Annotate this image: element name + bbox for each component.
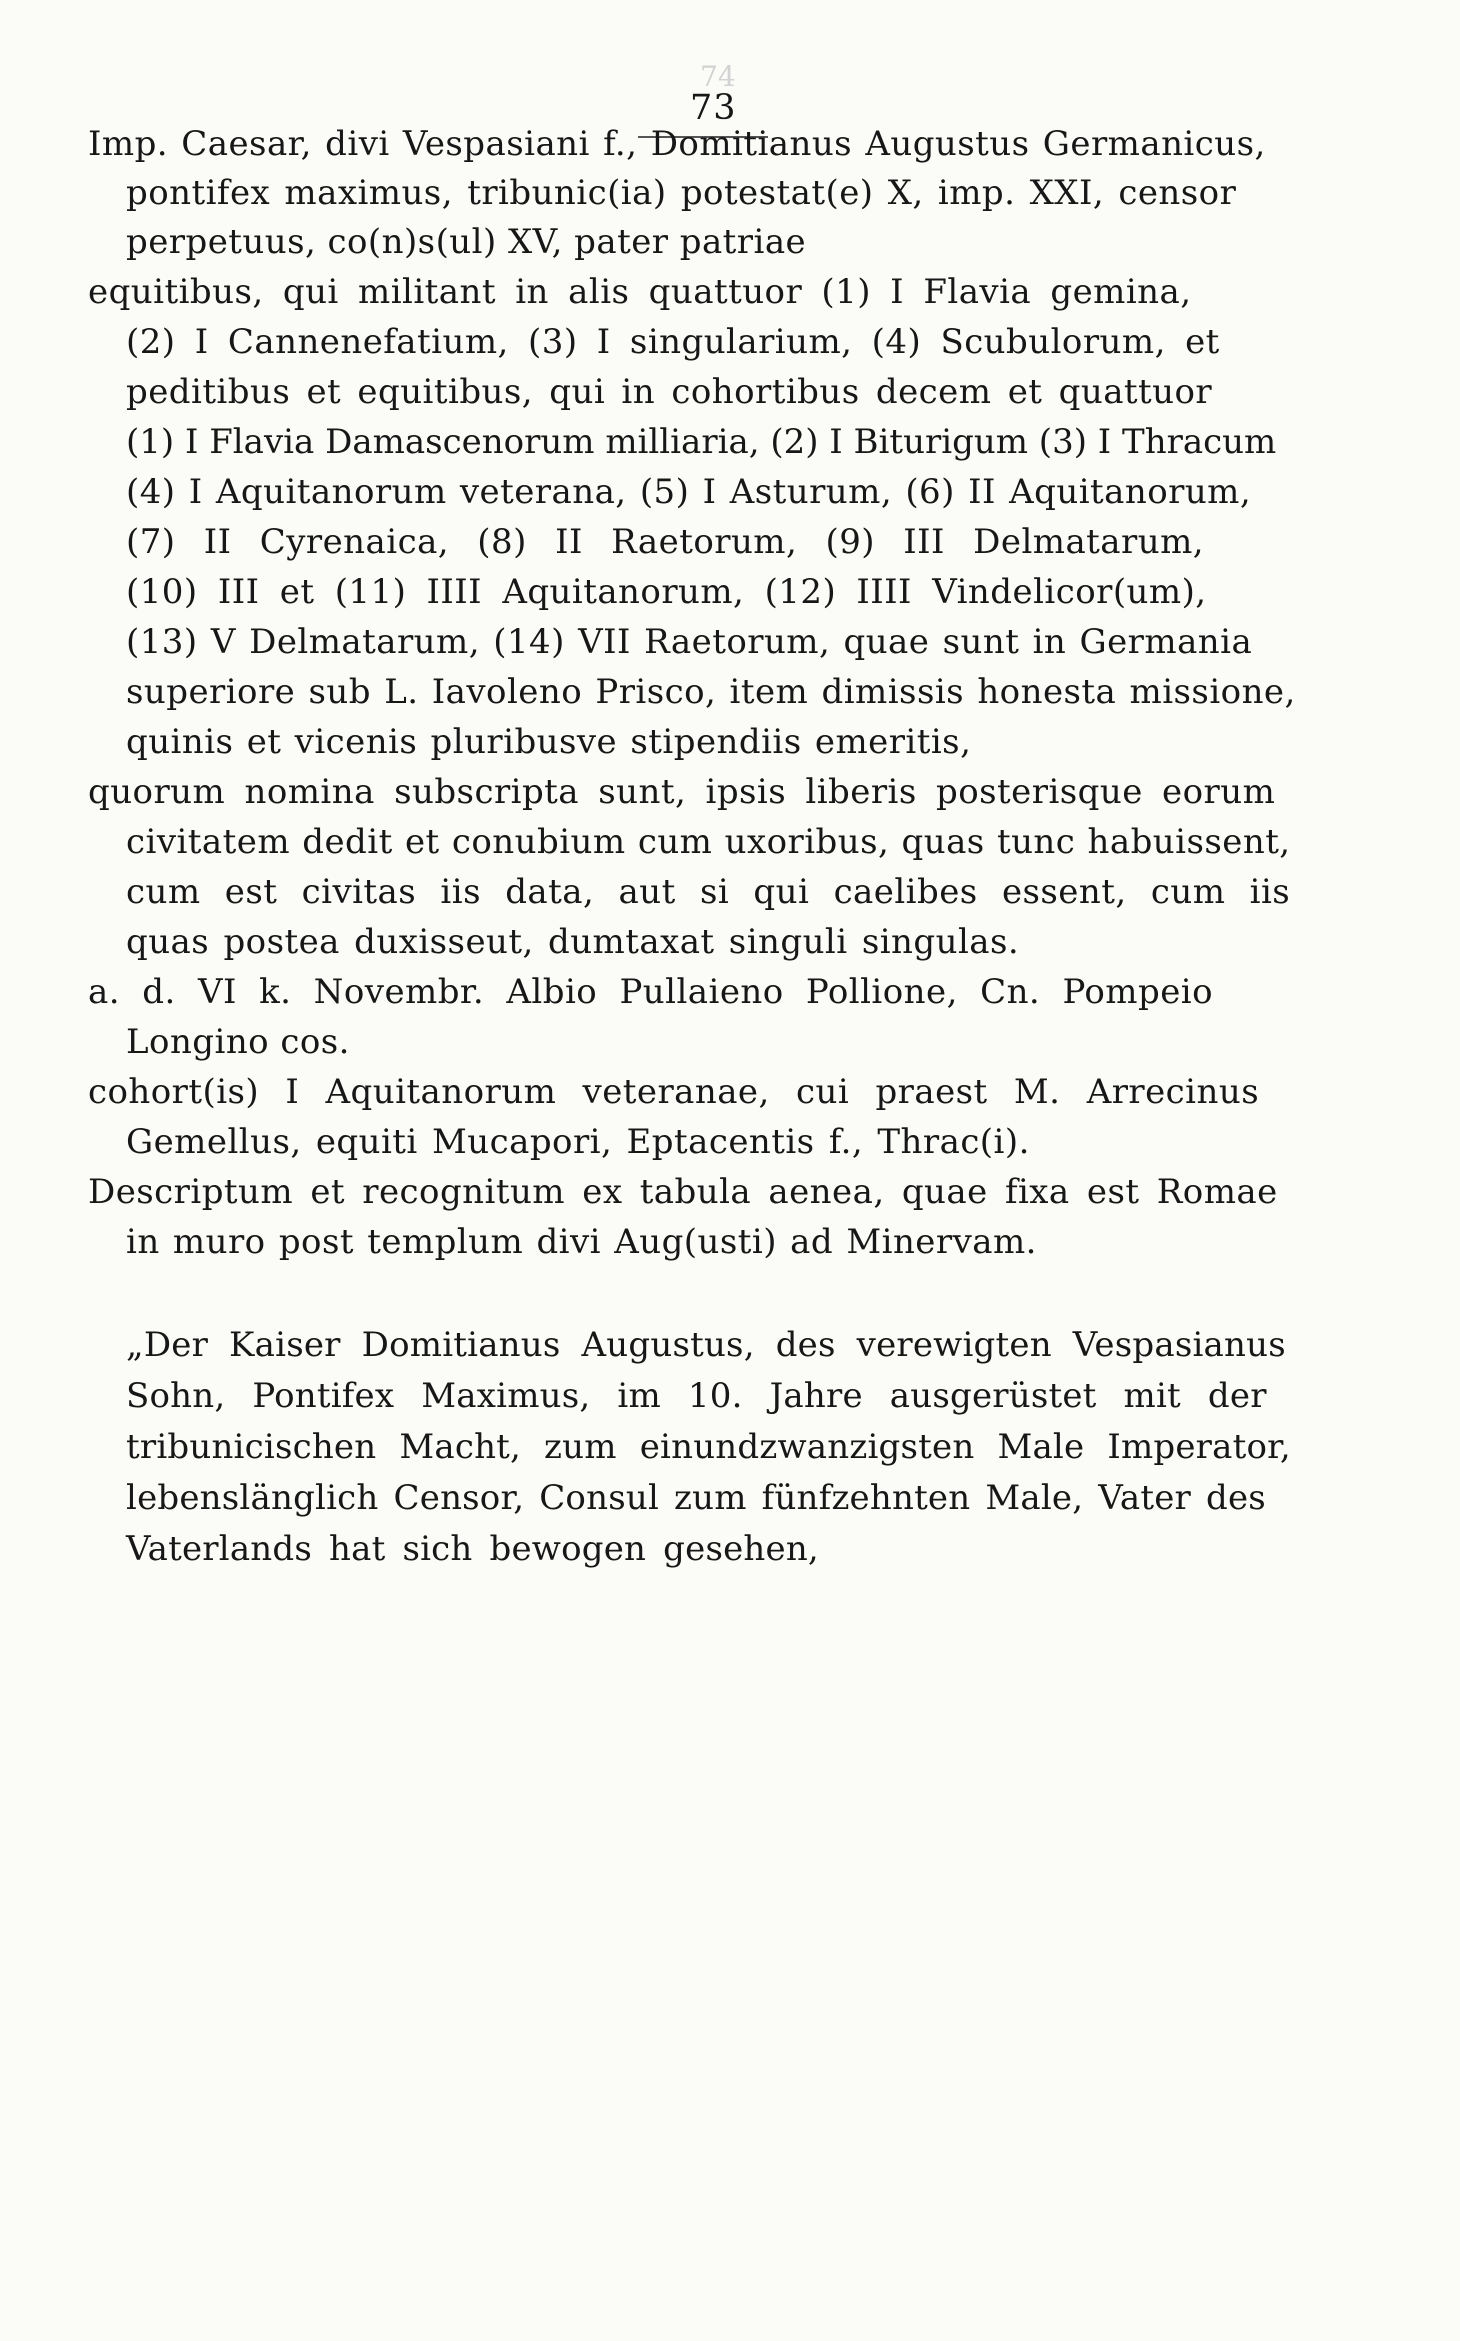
latin-line-17: quas postea duxisseut, dumtaxat singuli singulas. — [126, 922, 1020, 962]
latin-line-23: in muro post templum divi Aug(usti) ad Minervam. — [126, 1222, 1037, 1262]
latin-line-15: civitatem dedit et conubium cum uxoribus, quas tunc habuissent, — [126, 822, 1291, 862]
latin-line-18: a. d. VI k. Novembr. Albio Pullaieno Pollione, Cn. Pompeio — [88, 972, 1214, 1012]
latin-line-1: Imp. Caesar, divi Vespasiani f., Domitianus Augustus Germanicus, — [88, 124, 1266, 164]
german-line-4: lebenslänglich Censor, Consul zum fünfzehnten Male, Vater des — [126, 1478, 1266, 1518]
latin-line-19: Longino cos. — [126, 1022, 350, 1062]
latin-line-14: quorum nomina subscripta sunt, ipsis liberis posterisque eorum — [88, 772, 1276, 812]
latin-line-6: peditibus et equitibus, qui in cohortibus decem et quattuor — [126, 372, 1213, 412]
latin-line-9: (7) II Cyrenaica, (8) II Raetorum, (9) III Delmatarum, — [126, 522, 1205, 562]
german-line-3: tribunicischen Macht, zum einundzwanzigsten Male Imperator, — [126, 1427, 1291, 1467]
latin-line-22: Descriptum et recognitum ex tabula aenea, quae fixa est Romae — [88, 1172, 1278, 1212]
latin-line-8: (4) I Aquitanorum veterana, (5) I Asturum, (6) II Aquitanorum, — [126, 472, 1252, 512]
latin-line-16: cum est civitas iis data, aut si qui caelibes essent, cum iis — [126, 872, 1291, 912]
latin-line-12: superiore sub L. Iavoleno Prisco, item dimissis honesta missione, — [126, 672, 1296, 712]
latin-line-21: Gemellus, equiti Mucapori, Eptacentis f., Thrac(i). — [126, 1122, 1030, 1162]
latin-line-2: pontifex maximus, tribunic(ia) potestat(e) X, imp. XXI, censor — [126, 173, 1237, 213]
latin-line-3: perpetuus, co(n)s(ul) XV, pater patriae — [126, 222, 807, 262]
german-line-1: „Der Kaiser Domitianus Augustus, des verewigten Vespasianus — [126, 1325, 1286, 1365]
latin-line-5: (2) I Cannenefatium, (3) I singularium, (4) Scubulorum, et — [126, 322, 1220, 362]
latin-line-13: quinis et vicenis pluribusve stipendiis emeritis, — [126, 722, 972, 762]
german-line-5: Vaterlands hat sich bewogen gesehen, — [126, 1529, 819, 1569]
latin-line-7: (1) I Flavia Damascenorum milliaria, (2) I Biturigum (3) I Thracum — [126, 422, 1277, 462]
latin-line-4: equitibus, qui militant in alis quattuor (1) I Flavia gemina, — [88, 272, 1192, 312]
page-number: 73 — [690, 88, 737, 128]
latin-line-20: cohort(is) I Aquitanorum veteranae, cui praest M. Arrecinus — [88, 1072, 1260, 1112]
latin-line-10: (10) III et (11) IIII Aquitanorum, (12) IIII Vindelicor(um), — [126, 572, 1207, 612]
german-line-2: Sohn, Pontifex Maximus, im 10. Jahre ausgerüstet mit der — [126, 1376, 1267, 1416]
bleed-through-page-number: 74 — [700, 60, 736, 93]
latin-line-11: (13) V Delmatarum, (14) VII Raetorum, quae sunt in Germania — [126, 622, 1253, 662]
